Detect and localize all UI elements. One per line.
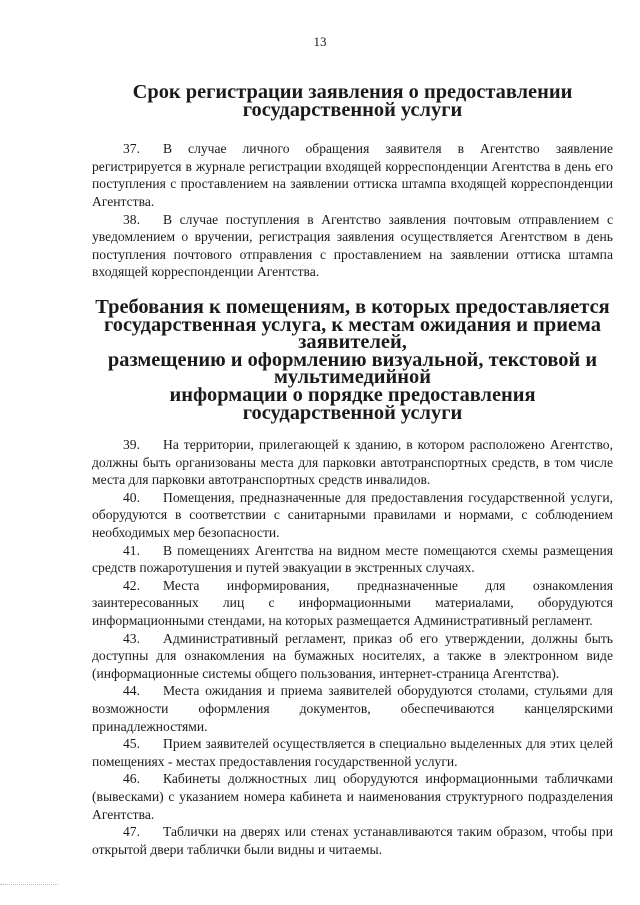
paragraph-43 (92, 630, 613, 683)
paragraph-text: Помещения, предназначенные для предоставления государственной услуги, оборудуются в соответствии с санитарными правилами и нормами, с соблюдением необходимых мер безопасности. (92, 489, 613, 541)
paragraph-37 (92, 140, 613, 210)
section-title-line: информации о порядке предоставления государственной услуги (169, 383, 536, 424)
paragraph-number: 39. (123, 437, 140, 453)
paragraph-44 (92, 682, 613, 735)
paragraph-text: В помещениях Агентства на видном месте помещаются схемы размещения средств пожаротушения и путей эвакуации в экстренных случаях. (92, 542, 613, 576)
paragraph-text: В случае личного обращения заявителя в Агентство заявление регистрируется в журнале регистрации входящей корреспонденции Агентства в день его поступления с проставлением на заявлении оттиска штампа входящей корреспонденции Агентства. (92, 141, 613, 209)
paragraph-39 (92, 436, 613, 489)
paragraph-number: 42. (123, 577, 140, 593)
paragraph-number: 47. (123, 824, 140, 840)
paragraph-text: Таблички на дверях или стенах устанавливаются таким образом, чтобы при открытой двери таблички были видны и читаемы. (92, 824, 613, 857)
paragraph-text: Кабинеты должностных лиц оборудуются информационными табличками (вывесками) с указанием номера кабинета и наименования структурного подразделения Агентства. (92, 771, 613, 822)
paragraph-number: 46. (123, 771, 140, 787)
paragraph-number: 40. (123, 489, 140, 505)
section-title-premises (92, 295, 613, 424)
paragraph-text: Административный регламент, приказ об его утверждении, должны быть доступны для ознакомления на бумажных носителях, а также в электронном виде (информационные системы общего пользования, интернет-страница Агентства). (92, 630, 613, 681)
paragraph-number: 45. (123, 736, 140, 752)
paragraph-text: Прием заявителей осуществляется в специально выделенных для этих целей помещениях - местах предоставления государственной услуги. (92, 736, 613, 769)
paragraph-number: 43. (123, 630, 140, 646)
scan-artifact (0, 884, 58, 889)
paragraph-text: На территории, прилегающей к зданию, в котором расположено Агентство, должны быть организованы места для парковки автотранспортных средств, в том числе места для парковки автотранспортных средств инвалидов. (92, 437, 613, 488)
section-title-registration (92, 81, 613, 121)
section-title-line: размещению и оформлению визуальной, текстовой и мультимедийной (107, 348, 598, 389)
paragraph-number: 37. (123, 141, 140, 157)
section-title-line: государственная услуга, к местам ожидания и приема заявителей, (104, 313, 601, 354)
document-body (92, 81, 613, 858)
paragraph-45 (92, 735, 613, 770)
paragraph-38 (92, 211, 613, 281)
page-number: 13 (313, 34, 327, 49)
paragraph-text: Места информирования, предназначенные для ознакомления заинтересованных лиц с информационными материалами, оборудуются информационными стендами, на которых размещается Административный регламент. (92, 577, 613, 629)
paragraph-text: Места ожидания и приема заявителей оборудуются столами, стульями для возможности оформления документов, обеспечиваются канцелярскими принадлежностями. (92, 683, 613, 734)
paragraph-42 (92, 577, 613, 630)
paragraph-41 (92, 542, 613, 577)
paragraph-text: В случае поступления в Агентство заявления почтовым отправлением с уведомлением о вручении, регистрация заявления осуществляется Агентством в день поступления почтового отправления с проставлением на заявлении оттиска штампа входящей корреспонденции Агентства. (92, 211, 613, 280)
paragraph-number: 38. (123, 211, 140, 227)
paragraph-46 (92, 770, 613, 823)
section-title-line: Требования к помещениям, в которых предоставляется (95, 295, 610, 318)
paragraph-47 (92, 823, 613, 858)
section-title-line: Срок регистрации заявления о предоставлении (132, 81, 573, 103)
paragraph-number: 44. (123, 683, 140, 699)
paragraph-number: 41. (123, 542, 140, 558)
section-title-line: государственной услуги (242, 98, 463, 121)
paragraph-40 (92, 489, 613, 542)
